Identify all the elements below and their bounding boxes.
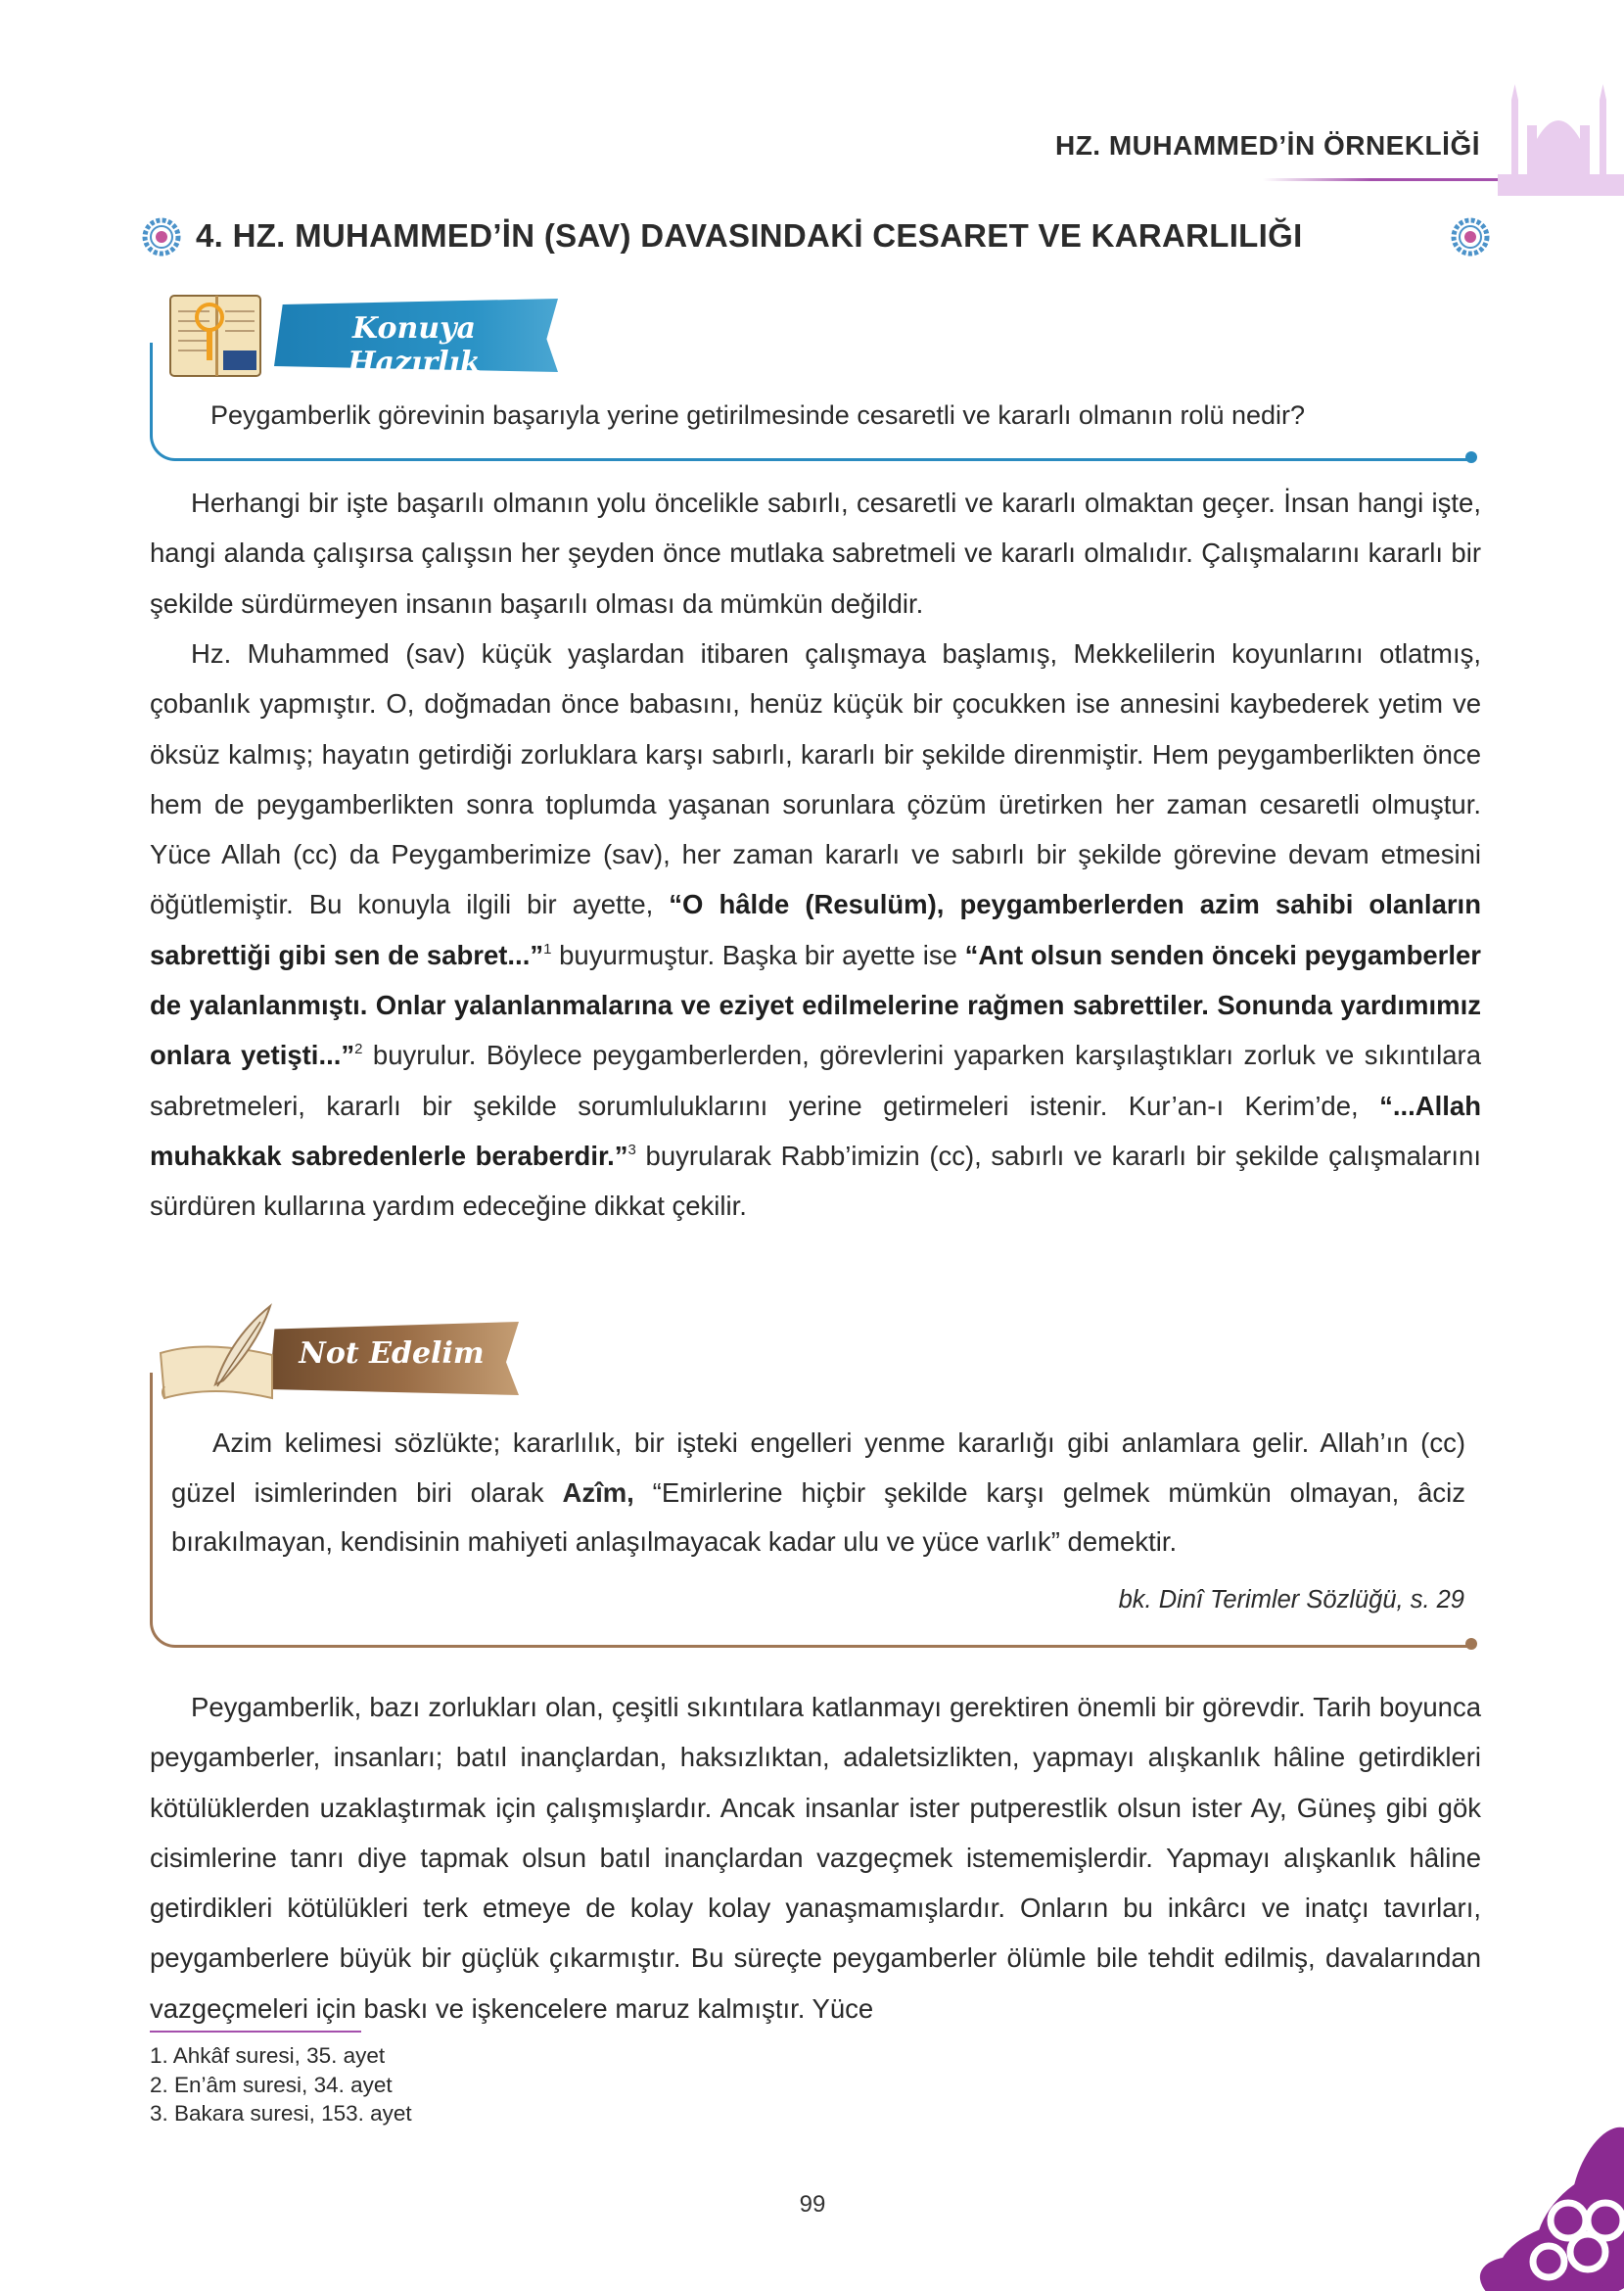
verse-quote: “O hâlde (Resulüm), peygamberlerden azim sahibi olanların sabrettiği gibi sen de sabret...” xyxy=(150,889,1481,970)
paragraph-text: buyurmuştur. Başka bir ayette ise xyxy=(559,939,957,970)
rosette-icon xyxy=(1451,217,1490,257)
verse-quote: “...Allah muhakkak sabredenlerle beraberdir.” xyxy=(150,1090,1481,1171)
not-edelim-label: Not Edelim xyxy=(299,1336,485,1371)
note-text: Azim kelimesi sözlükte; kararlılık, bir işteki engelleri yenme kararlığı gibi anlamlara gelir. Allah’ın (cc) güzel isimlerinden biri olarak xyxy=(171,1427,1465,1508)
footnote: 2. En’âm suresi, 34. ayet xyxy=(150,2072,393,2097)
not-edelim-text xyxy=(171,1419,1465,1567)
frame-end-dot xyxy=(1465,1638,1477,1650)
paragraph-text: Hz. Muhammed (sav) küçük yaşlardan itibaren çalışmaya başlamış, Mekkelilerin koyunlarını otlatmış, çobanlık yapmıştır. O, doğmadan önce babasını, henüz küçük bir çocukken ise annesini kaybederek yetim ve öksüz kalmış; hayatın getirdiği zorluklara karşı sabırlı, kararlı bir şekilde direnmiştir. Hem peygamberlikten önce hem de peygamberlikten sonra toplumda yaşanan sorunlara çözüm üretirken her zaman cesaretli olmuştur. Yüce Allah (cc) da Peygamberimize (sav), her zaman kararlı ve sabırlı bir şekilde görevine devam etmesini öğütlemiştir. Bu konuyla ilgili bir ayette, xyxy=(150,638,1481,920)
footnotes xyxy=(150,2041,412,2128)
frame-end-dot xyxy=(1465,451,1477,463)
rosette-icon xyxy=(142,217,181,257)
body-paragraph xyxy=(150,629,1481,1232)
footnote-ref: 1 xyxy=(543,940,552,958)
konuya-hazirlik-question: Peygamberlik görevinin başarıyla yerine getirilmesinde cesaretli ve kararlı olmanın rolü nedir? xyxy=(210,400,1306,430)
body-paragraph: Peygamberlik, bazı zorlukları olan, çeşitli sıkıntılara katlanmayı gerektiren önemli bir görevdir. Tarih boyunca peygamberler, insanları; batıl inançlardan, haksızlıktan, adaletsizlikten, yapmayı alışkanlık hâline getirdikleri kötülüklerden uzaklaştırmak için çalışmışlardır. Ancak insanlar ister putperestlik olsun ister Ay, Güneş gibi gök cisimlerine tanrı diye tapmak olsun batıl inançlardan vazgeçmek istememişlerdir. Yapmayı alışkanlık hâline getirdikleri kötülükleri terk etmeye de kolay kolay yanaşmamışlardır. Onların bu inkârcı ve inatçı tavırları, peygamberlere büyük bir güçlük çıkarmıştır. Bu süreçte peygamberler ölümle bile tehdit edilmiş, davalarından vazgeçmeleri için baskı ve işkencelere maruz kalmıştır. Yüce xyxy=(150,1692,1481,2024)
mosque-icon xyxy=(1498,78,1624,196)
footnote: 1. Ahkâf suresi, 35. ayet xyxy=(150,2043,386,2068)
flower-ornament-icon xyxy=(1459,2105,1624,2291)
running-head-title: HZ. MUHAMMED’İN ÖRNEKLİĞİ xyxy=(1054,130,1480,161)
body-paragraph: Herhangi bir işte başarılı olmanın yolu öncelikle sabırlı, cesaretli ve kararlı olmaktan geçer. İnsan hangi işte, hangi alanda çalışırsa çalışsın her şeyden önce mutlaka sabretmeli ve kararlı olmalıdır. Çalışmalarını kararlı bir şekilde sürdürmeyen insanın başarılı olması da mümkün değildir. xyxy=(150,488,1481,619)
quill-icon xyxy=(157,1302,294,1405)
footnote: 3. Bakara suresi, 153. ayet xyxy=(150,2101,412,2126)
footnote-rule xyxy=(150,2031,361,2033)
note-text: “Emirlerine hiçbir şekilde karşı gelmek mümkün olmayan, âciz bırakılmayan, kendisinin mahiyeti anlaşılmayacak kadar ulu ve yüce varlık” demektir. xyxy=(171,1476,1466,1557)
note-term: Azîm, xyxy=(562,1476,634,1508)
section-title: 4. HZ. MUHAMMED’İN (SAV) DAVASINDAKİ CESARET VE KARARLILIĞI xyxy=(196,217,1303,254)
footnote-ref: 2 xyxy=(354,1041,363,1058)
page-number: 99 xyxy=(799,2191,826,2218)
paragraph-text: buyrulur. Böylece peygamberlerden, görevlerini yaparken karşılaştıkları zorluk ve sıkıntılara sabretmeleri, kararlı bir şekilde sorumluluklarını yerine getirmeleri istenir. Kur’an-ı Kerim’de, xyxy=(150,1040,1482,1121)
verse-quote: “Ant olsun senden önceki peygamberler de yalanlanmıştı. Onlar yalanlanmalarına ve eziyet edilmelerine rağmen sabrettiler. Sonunda yardımımız onlara yetişti...” xyxy=(150,939,1481,1071)
not-edelim-source: bk. Dinî Terimler Sözlüğü, s. 29 xyxy=(1118,1586,1464,1613)
paragraph-text: buyrularak Rabb’imizin (cc), sabırlı ve kararlı bir şekilde çalışmalarını sürdüren kullarına yardım edeceğine dikkat çekilir. xyxy=(150,1140,1481,1222)
book-icon xyxy=(164,290,272,384)
konuya-hazirlik-label: Konuya Hazırlık xyxy=(348,311,481,380)
footnote-ref: 3 xyxy=(627,1141,636,1158)
